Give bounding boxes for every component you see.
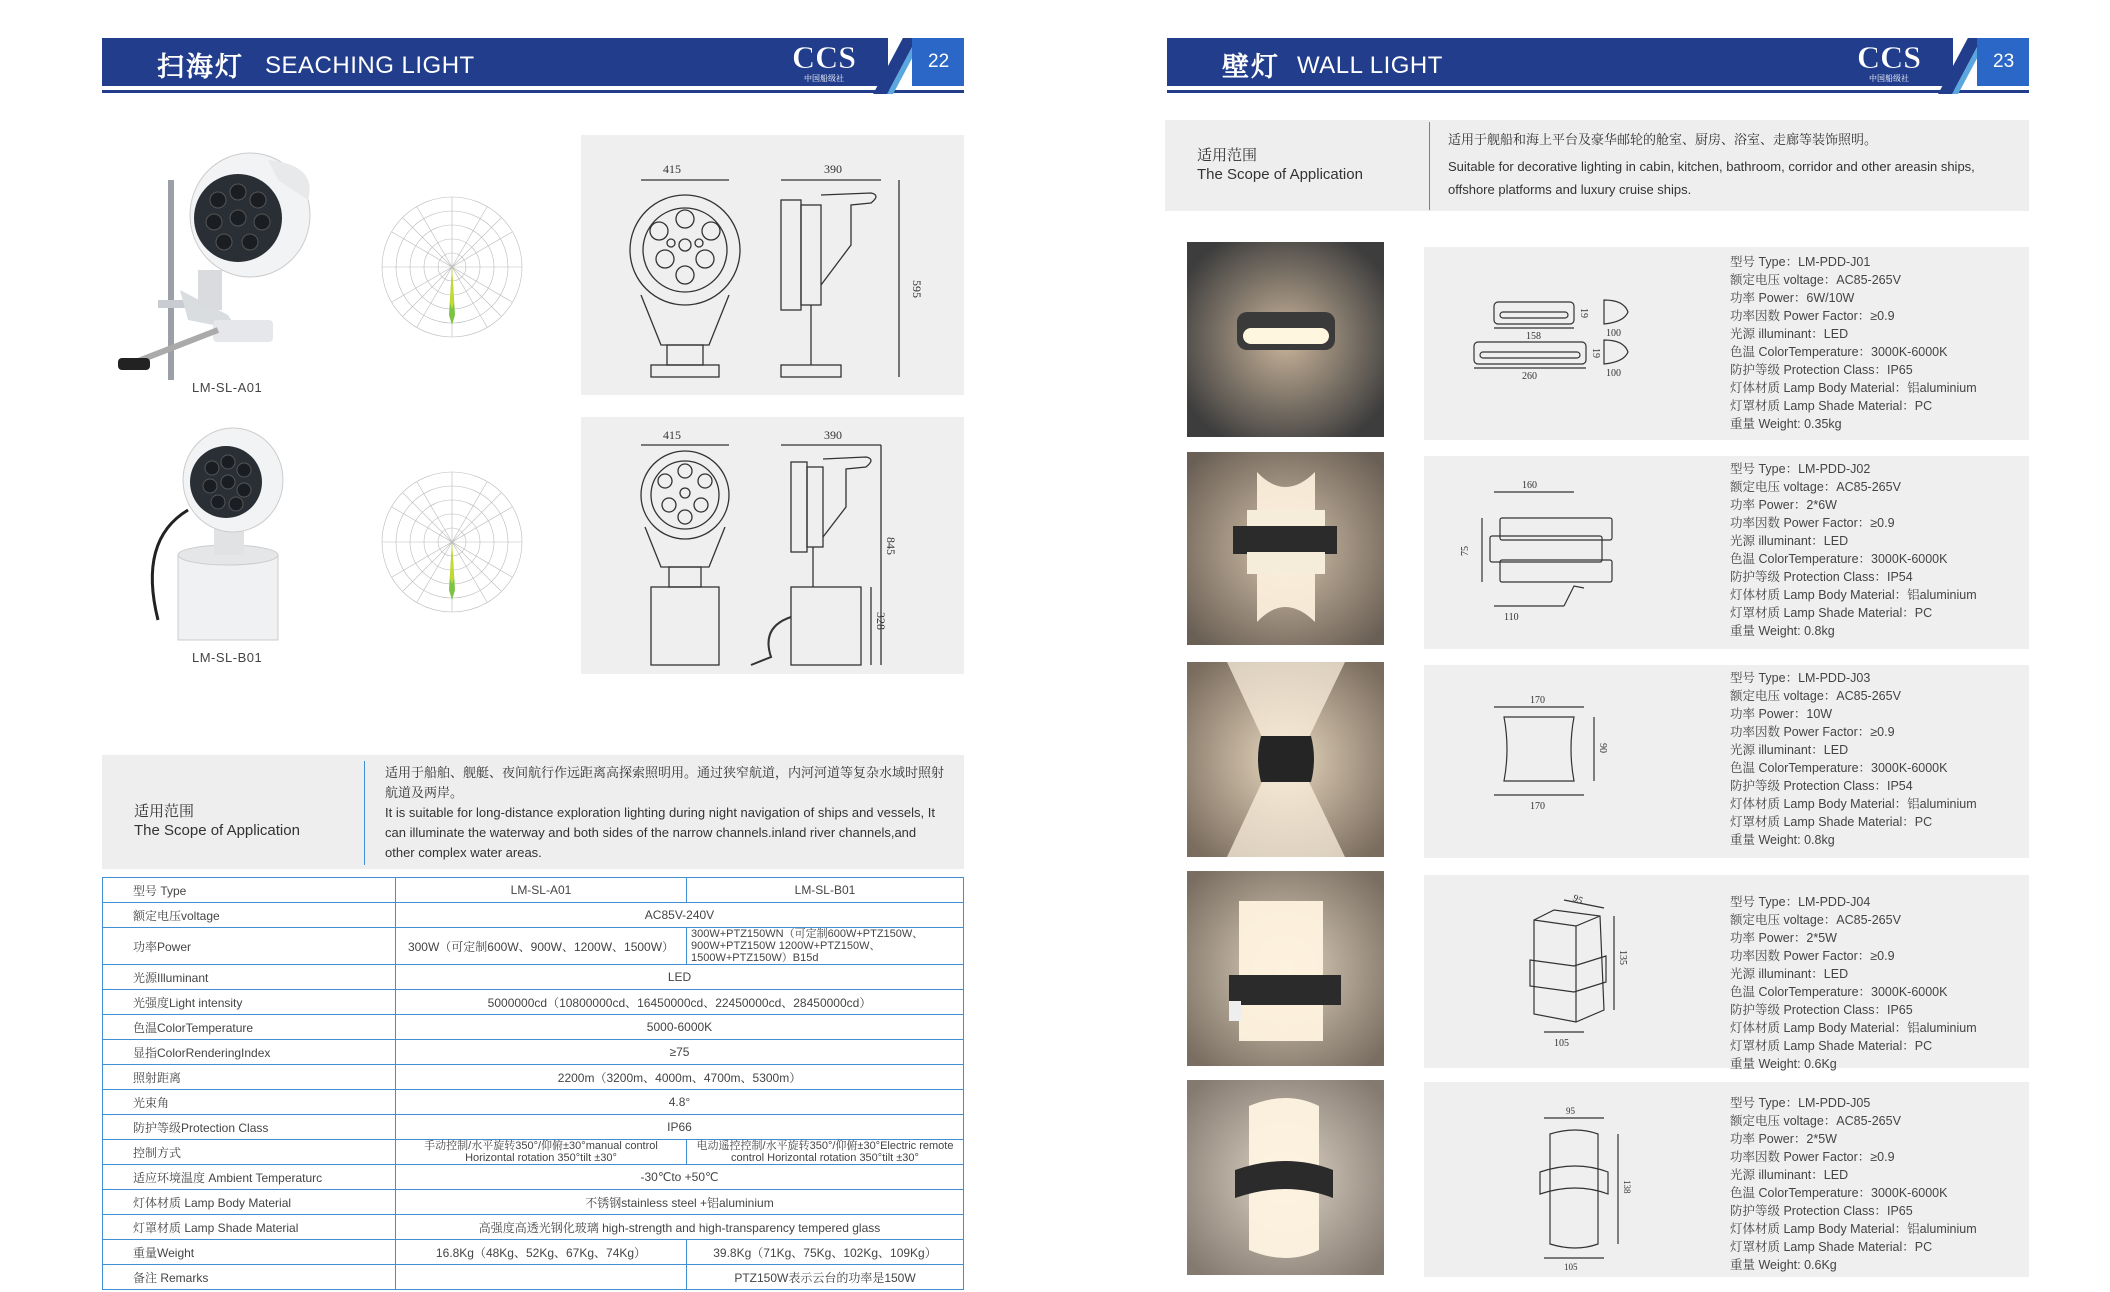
- cell-a: 16.8Kg（48Kg、52Kg、67Kg、74Kg）: [396, 1240, 687, 1265]
- spec-line: 色温 ColorTemperature：3000K-6000K: [1730, 761, 1948, 775]
- cell-b: 电动遥控控制/水平旋转350°/仰俯±30°Electric remote control Horizontal rotation 350°tilt ±30°: [687, 1140, 964, 1165]
- spec-line: 灯罩材质 Lamp Shade Material：PC: [1730, 815, 1933, 829]
- polar-light-distribution-a01: [370, 185, 535, 350]
- table-row: [103, 928, 964, 965]
- table-row: [103, 965, 964, 990]
- row-key: 备注 Remarks: [103, 1265, 396, 1290]
- spec-line: 重量 Weight: 0.6Kg: [1730, 1057, 1837, 1071]
- spec-line: 型号 Type：LM-PDD-J03: [1730, 671, 1871, 685]
- spec-line: 功率 Power：2*5W: [1730, 1132, 1837, 1146]
- cell-a: 手动控制/水平旋转350°/仰俯±30°manual control Horizontal rotation 350°tilt ±30°: [396, 1140, 687, 1165]
- row-key: 光束角: [103, 1090, 396, 1115]
- spec-line: 灯体材质 Lamp Body Material：铝aluminium: [1730, 381, 1977, 395]
- dim-label: 160: [1522, 480, 1537, 491]
- wall-light-j04-specs: [1730, 893, 1977, 1073]
- cell-b: 39.8Kg（71Kg、75Kg、102Kg、109Kg）: [687, 1240, 964, 1265]
- spec-line: 型号 Type：LM-PDD-J04: [1730, 895, 1871, 909]
- dim-label: 595: [910, 280, 924, 298]
- row-key: 光源Illuminant: [103, 965, 396, 990]
- dim-label: 105: [1564, 1262, 1578, 1272]
- table-row: [103, 1265, 964, 1290]
- cell-value: 5000-6000K: [396, 1015, 964, 1040]
- scope-text-cn: 适用于船舶、舰艇、夜间航行作远距离高探索照明用。通过狭窄航道，内河河道等复杂水域时照射航道及两岸。: [385, 765, 945, 800]
- spec-line: 光源 illuminant：LED: [1730, 967, 1849, 981]
- wall-light-j03-drawing: [1444, 695, 1664, 845]
- wall-light-j01-drawing: [1444, 292, 1664, 402]
- dim-label: 158: [1526, 331, 1541, 342]
- wall-light-j01-spec-panel: [1424, 247, 2029, 440]
- spec-line: 光源 illuminant：LED: [1730, 534, 1849, 548]
- row-key: 灯体材质 Lamp Body Material: [103, 1190, 396, 1215]
- wall-light-j02-photo: [1187, 452, 1384, 645]
- dim-label: 100: [1606, 328, 1621, 339]
- dim-label: 390: [824, 428, 842, 442]
- spec-line: 功率 Power：6W/10W: [1730, 291, 1855, 305]
- spec-line: 功率因数 Power Factor：≥0.9: [1730, 516, 1895, 530]
- header-bar: [1167, 38, 1953, 86]
- dim-label: 110: [1504, 612, 1519, 623]
- cell-b: PTZ150W表示云台的功率是150W: [687, 1265, 964, 1290]
- spec-line: 光源 illuminant：LED: [1730, 327, 1849, 341]
- row-key: 额定电压voltage: [103, 903, 396, 928]
- spec-line: 灯体材质 Lamp Body Material：铝aluminium: [1730, 1021, 1977, 1035]
- cell-b: LM-SL-B01: [687, 878, 964, 903]
- spec-line: 防护等级 Protection Class：IP65: [1730, 363, 1913, 377]
- table-row: [103, 1015, 964, 1040]
- searchlight-b01-photo: [118, 420, 318, 650]
- scope-title-en: The Scope of Application: [134, 822, 300, 839]
- wall-light-j03-specs: [1730, 669, 1977, 849]
- cell-value: -30℃to +50℃: [396, 1165, 964, 1190]
- spec-line: 灯罩材质 Lamp Shade Material：PC: [1730, 1039, 1933, 1053]
- dim-label: 415: [663, 162, 681, 176]
- dim-label: 845: [884, 537, 898, 555]
- scope-title-en: The Scope of Application: [1197, 166, 1363, 183]
- left-header: [102, 38, 964, 86]
- cell-value: IP66: [396, 1115, 964, 1140]
- dimension-drawing-b01: [581, 417, 964, 674]
- cell-value: 4.8°: [396, 1090, 964, 1115]
- dim-label: 170: [1530, 695, 1545, 706]
- spec-line: 额定电压 voltage：AC85-265V: [1730, 913, 1901, 927]
- spec-line: 光源 illuminant：LED: [1730, 1168, 1849, 1182]
- spec-line: 型号 Type：LM-PDD-J05: [1730, 1096, 1871, 1110]
- ccs-logo-icon: [784, 40, 864, 84]
- ccs-logo-icon: [1849, 40, 1929, 84]
- spec-line: 功率因数 Power Factor：≥0.9: [1730, 1150, 1895, 1164]
- page-number: 22: [928, 51, 950, 72]
- dim-label: 95: [1570, 892, 1585, 907]
- dim-label: 415: [663, 428, 681, 442]
- spec-line: 色温 ColorTemperature：3000K-6000K: [1730, 552, 1948, 566]
- table-row: [103, 1215, 964, 1240]
- logo-sub: 中国船级社: [804, 74, 844, 83]
- spec-line: 灯体材质 Lamp Body Material：铝aluminium: [1730, 1222, 1977, 1236]
- table-row: [103, 1040, 964, 1065]
- wall-light-j03-photo: [1187, 662, 1384, 857]
- wall-light-j04-spec-panel: [1424, 875, 2029, 1071]
- table-row: [103, 1115, 964, 1140]
- scope-divider: [364, 761, 365, 865]
- page-title-en: SEACHING LIGHT: [265, 52, 475, 79]
- dim-label: 95: [1566, 1106, 1575, 1116]
- wall-light-j02-specs: [1730, 460, 1977, 640]
- spec-line: 重量 Weight: 0.6Kg: [1730, 1258, 1837, 1272]
- dim-label: 105: [1554, 1038, 1569, 1049]
- wall-light-j05-specs: [1730, 1094, 1977, 1274]
- spec-line: 重量 Weight: 0.8kg: [1730, 833, 1835, 847]
- table-row: [103, 1165, 964, 1190]
- dim-label: 260: [1522, 371, 1537, 382]
- spec-line: 灯罩材质 Lamp Shade Material：PC: [1730, 1240, 1933, 1254]
- spec-line: 灯体材质 Lamp Body Material：铝aluminium: [1730, 797, 1977, 811]
- scope-divider: [1429, 122, 1430, 210]
- spec-line: 灯罩材质 Lamp Shade Material：PC: [1730, 399, 1933, 413]
- dim-label: 135: [1617, 950, 1628, 965]
- row-key: 色温ColorTemperature: [103, 1015, 396, 1040]
- row-key: 控制方式: [103, 1140, 396, 1165]
- spec-line: 功率因数 Power Factor：≥0.9: [1730, 949, 1895, 963]
- dim-label: 390: [824, 162, 842, 176]
- row-key: 灯罩材质 Lamp Shade Material: [103, 1215, 396, 1240]
- scope-text-en: Suitable for decorative lighting in cabin, kitchen, bathroom, corridor and other areasin ships, offshore platforms and luxury cruise ships.: [1448, 159, 1975, 197]
- row-key: 适应环境温度 Ambient Temperaturc: [103, 1165, 396, 1190]
- row-key: 重量Weight: [103, 1240, 396, 1265]
- cell-value: AC85V-240V: [396, 903, 964, 928]
- spec-line: 型号 Type：LM-PDD-J02: [1730, 462, 1871, 476]
- table-row: [103, 1090, 964, 1115]
- row-key: 光强度Light intensity: [103, 990, 396, 1015]
- spec-line: 额定电压 voltage：AC85-265V: [1730, 689, 1901, 703]
- spec-line: 灯罩材质 Lamp Shade Material：PC: [1730, 606, 1933, 620]
- dim-label: 170: [1530, 801, 1545, 812]
- wall-light-j04-photo: [1187, 871, 1384, 1066]
- polar-light-distribution-b01: [370, 460, 535, 625]
- table-row: [103, 1190, 964, 1215]
- logo-text: CCS: [1856, 40, 1922, 75]
- scope-of-application-wall: [1165, 120, 2029, 211]
- wall-light-j05-drawing: [1464, 1104, 1664, 1274]
- table-row: [103, 1140, 964, 1165]
- row-key: 照射距离: [103, 1065, 396, 1090]
- row-key: 显指ColorRenderingIndex: [103, 1040, 396, 1065]
- spec-line: 功率 Power：10W: [1730, 707, 1833, 721]
- table-row: [103, 903, 964, 928]
- wall-light-j02-drawing: [1444, 476, 1664, 636]
- dim-label: 100: [1606, 368, 1621, 379]
- logo-text: CCS: [791, 40, 857, 75]
- spec-line: 色温 ColorTemperature：3000K-6000K: [1730, 1186, 1948, 1200]
- wall-light-j03-spec-panel: [1424, 665, 2029, 858]
- spec-line: 色温 ColorTemperature：3000K-6000K: [1730, 345, 1948, 359]
- product-caption-a01: LM-SL-A01: [192, 380, 263, 395]
- scope-of-application: [102, 755, 964, 869]
- cell-a: LM-SL-A01: [396, 878, 687, 903]
- spec-line: 型号 Type：LM-PDD-J01: [1730, 255, 1871, 269]
- wall-light-j02-spec-panel: [1424, 456, 2029, 649]
- table-row: [103, 1240, 964, 1265]
- row-key: 防护等级Protection Class: [103, 1115, 396, 1140]
- scope-text-en: It is suitable for long-distance exploration lighting during night navigation of ships and vessels, It can illuminate the waterway and both sides of the narrow channels.inland river channels,and other complex water areas.: [385, 805, 935, 860]
- dim-label: 328: [874, 612, 888, 630]
- spec-line: 重量 Weight: 0.8kg: [1730, 624, 1835, 638]
- cell-a: 300W（可定制600W、900W、1200W、1500W）: [396, 928, 687, 965]
- spec-table: [102, 877, 964, 1290]
- spec-line: 色温 ColorTemperature：3000K-6000K: [1730, 985, 1948, 999]
- cell-value: LED: [396, 965, 964, 990]
- dimension-drawing-a01: [581, 135, 964, 395]
- table-row: [103, 1065, 964, 1090]
- dim-label: 19: [1590, 348, 1601, 358]
- page-title-cn: 扫海灯: [157, 52, 244, 83]
- product-caption-b01: LM-SL-B01: [192, 650, 263, 665]
- page-title-cn: 壁灯: [1222, 52, 1280, 83]
- dim-label: 138: [1622, 1180, 1632, 1194]
- spec-line: 防护等级 Protection Class：IP54: [1730, 570, 1913, 584]
- scope-title-cn: 适用范围: [134, 803, 195, 820]
- dim-label: 19: [1578, 308, 1589, 318]
- wall-light-j05-photo: [1187, 1080, 1384, 1275]
- cell-value: ≥75: [396, 1040, 964, 1065]
- wall-light-j01-photo: [1187, 242, 1384, 437]
- spec-line: 重量 Weight: 0.35kg: [1730, 417, 1842, 431]
- cell-a: [396, 1265, 687, 1290]
- cell-b: 300W+PTZ150WN（可定制600W+PTZ150W、900W+PTZ150W 1200W+PTZ150W、1500W+PTZ150W）B15d: [687, 928, 964, 965]
- spec-line: 光源 illuminant：LED: [1730, 743, 1849, 757]
- spec-line: 功率因数 Power Factor：≥0.9: [1730, 725, 1895, 739]
- right-header: [1167, 38, 2029, 86]
- spec-line: 功率 Power：2*6W: [1730, 498, 1837, 512]
- wall-light-j01-specs: [1730, 253, 1977, 433]
- spec-line: 额定电压 voltage：AC85-265V: [1730, 1114, 1901, 1128]
- table-row: [103, 878, 964, 903]
- scope-title-cn: 适用范围: [1197, 147, 1258, 164]
- row-key: 功率Power: [103, 928, 396, 965]
- row-key: 型号 Type: [103, 878, 396, 903]
- cell-value: 2200m（3200m、4000m、4700m、5300m）: [396, 1065, 964, 1090]
- searchlight-a01-photo: [118, 140, 318, 385]
- scope-text-cn: 适用于舰船和海上平台及豪华邮轮的舱室、厨房、浴室、走廊等装饰照明。: [1448, 132, 1878, 147]
- wall-light-j04-drawing: [1464, 890, 1664, 1060]
- spec-line: 额定电压 voltage：AC85-265V: [1730, 273, 1901, 287]
- table-row: [103, 990, 964, 1015]
- spec-line: 额定电压 voltage：AC85-265V: [1730, 480, 1901, 494]
- spec-line: 防护等级 Protection Class：IP65: [1730, 1003, 1913, 1017]
- dim-label: 90: [1597, 743, 1608, 753]
- wall-light-j05-spec-panel: [1424, 1082, 2029, 1277]
- cell-value: 5000000cd（10800000cd、16450000cd、22450000cd、28450000cd）: [396, 990, 964, 1015]
- spec-line: 功率 Power：2*5W: [1730, 931, 1837, 945]
- header-underline: [102, 90, 964, 93]
- page-number: 23: [1993, 51, 2015, 72]
- cell-value: 高强度高透光钢化玻璃 high-strength and high-transparency tempered glass: [396, 1215, 964, 1240]
- cell-value: 不锈钢stainless steel +铝aluminium: [396, 1190, 964, 1215]
- page-title-en: WALL LIGHT: [1297, 52, 1443, 79]
- logo-sub: 中国船级社: [1869, 74, 1909, 83]
- spec-line: 防护等级 Protection Class：IP65: [1730, 1204, 1913, 1218]
- dim-label: 75: [1460, 546, 1471, 556]
- header-underline: [1167, 90, 2029, 93]
- spec-line: 灯体材质 Lamp Body Material：铝aluminium: [1730, 588, 1977, 602]
- spec-line: 防护等级 Protection Class：IP54: [1730, 779, 1913, 793]
- spec-line: 功率因数 Power Factor：≥0.9: [1730, 309, 1895, 323]
